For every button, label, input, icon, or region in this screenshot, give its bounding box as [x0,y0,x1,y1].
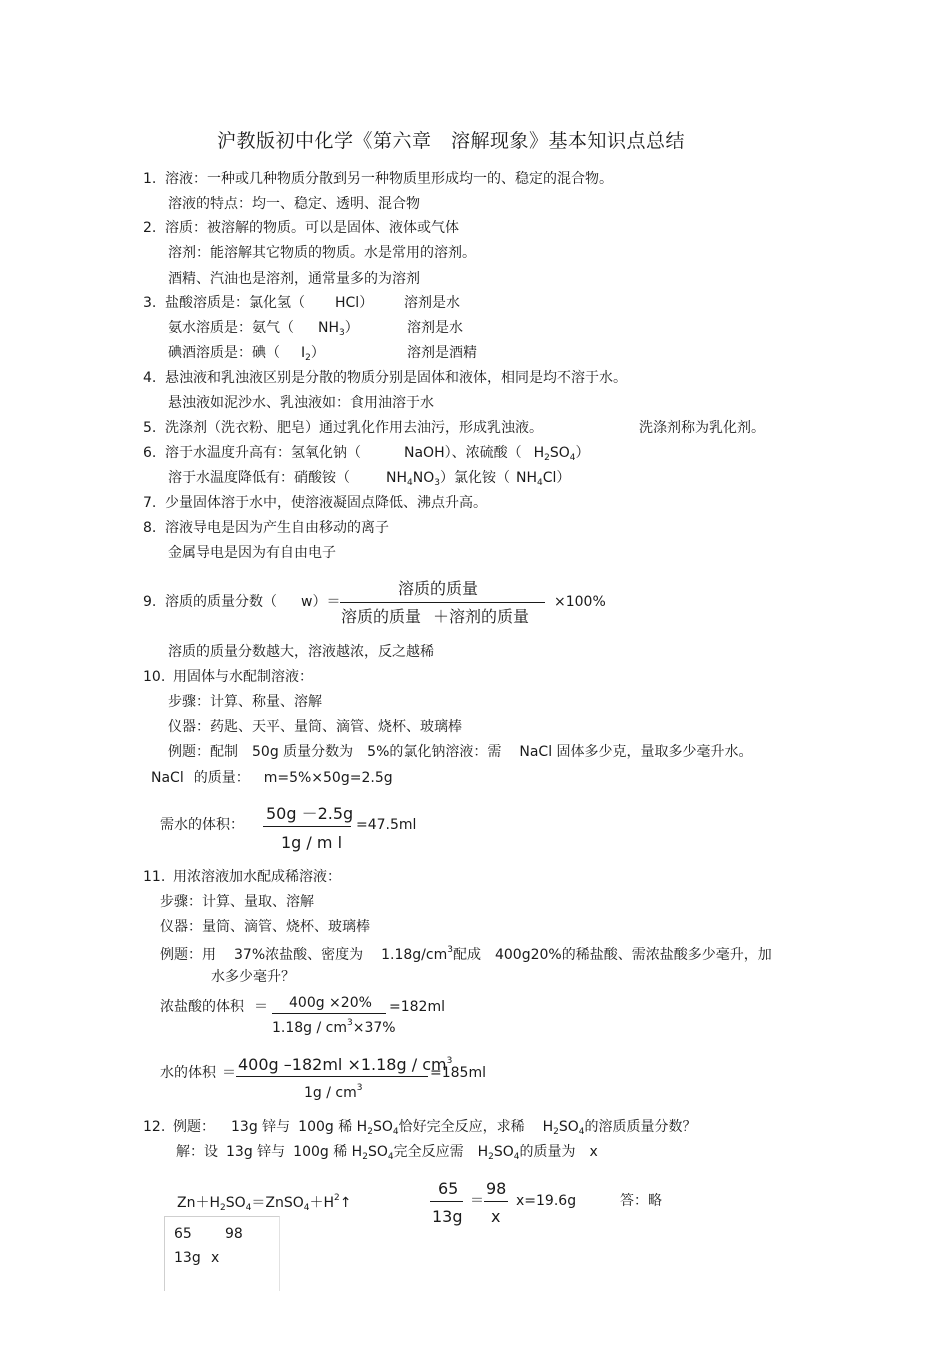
item-2-line-2: 溶剂：能溶解其它物质的物质。水是常用的溶剂。 [168,245,476,261]
nh4no3-nh4cl: $NH_4NO_3$）氯化铵（ $NH_4Cl$） [386,470,571,488]
reaction-equation: $Zn+H_2SO_4=ZnSO_4+H^2↑$ [177,1193,352,1213]
solvent-water: 溶剂是水 [404,295,460,311]
naoh-h2so4: NaOH）、浓硫酸（ $H_2SO_4$） [404,445,590,463]
item-number: 6. [143,445,157,461]
fraction-numerator: 溶质的质量 [398,579,479,598]
item-5 [143,421,543,435]
item-number: 7. [143,495,157,511]
water-volume-2-denominator: $1g / cm^3$ [304,1083,363,1101]
item-number: 1. [143,171,157,187]
item-10-example: 例题：配制 50g 质量分数为 5%的氯化钠溶液：需 NaCl 固体多少克，量取多少毫升水。 [168,744,753,760]
item-3-line-2: 氨水溶质是：氨气（ [168,320,294,336]
water-volume-2-result: =185ml [430,1065,486,1081]
nh3-formula: $NH_3$） [318,320,359,338]
x-result: x=19.6g [516,1193,577,1209]
water-volume-2-label: 水的体积 ＝ [160,1065,236,1081]
item-number: 3. [143,295,157,311]
i2-formula: $I_2$） [301,345,325,363]
item-text: 溶于水温度升高有：氢氧化钠（ [165,445,361,461]
item-text: 用固体与水配制溶液： [173,669,313,685]
water-volume-2-numerator: 400g $-182ml \times 1.18g / cm^3$ [238,1055,453,1074]
item-number: 12. [143,1119,166,1135]
item-3 [143,296,305,310]
item-number: 11. [143,869,166,885]
item-4 [143,371,627,385]
fraction-bar [430,1201,463,1202]
solvent-water-2: 溶剂是水 [407,320,463,336]
ratio-denominator-1: 13g [432,1207,463,1226]
fraction-bar [340,602,545,603]
item-9 [143,595,277,609]
item-7 [143,496,487,510]
item-text: 少量固体溶于水中，使溶液凝固点降低、沸点升高。 [165,495,487,511]
ratio-numerator-1: 65 [438,1179,459,1198]
item-11-example-cont: 水多少毫升？ [211,969,295,985]
item-1 [143,172,613,186]
item-2-line-3: 酒精、汽油也是溶剂，通常量多的为溶剂 [168,271,420,287]
item-5-right: 洗涤剂称为乳化剂。 [639,420,765,436]
item-text: 洗涤剂（洗衣粉、肥皂）通过乳化作用去油污，形成乳浊液。 [165,420,543,436]
item-9-note: 溶质的质量分数越大，溶液越浓，反之越稀 [168,644,434,660]
item-10-steps: 步骤：计算、称量、溶解 [168,694,322,710]
item-number: 5. [143,420,157,436]
item-12: 12. 例题： 13g 锌与 100g 稀 $H_2SO_4$恰好完全反应，求稀 $H_2SO_4$的溶质质量分数？ [143,1119,697,1137]
water-volume-denominator: 1g / m l [281,833,343,852]
item-3-line-3: 碘酒溶质是：碘（ [168,345,280,361]
item-11-instruments: 仪器：量筒、滴管、烧杯、玻璃棒 [160,919,370,935]
fraction-bar [263,826,351,827]
conc-hcl-result: =182ml [389,999,445,1015]
ratio-denominator-2: x [491,1207,501,1226]
item-1-line-2: 溶液的特点：均一、稳定、透明、混合物 [168,196,420,212]
fraction-bar [236,1076,428,1077]
water-volume-numerator: 50g －2.5g [266,804,354,823]
item-text: 用浓溶液加水配成稀溶液： [173,869,341,885]
item-text: 悬浊液和乳浊液区别是分散的物质分别是固体和液体，相同是均不溶于水。 [165,370,627,386]
fraction-denominator: 溶质的质量 ＋溶剂的质量 [341,607,530,626]
item-text: 溶质的质量分数（ [165,594,277,610]
item-number: 10. [143,669,166,685]
water-volume-result: =47.5ml [356,817,417,833]
item-8 [143,521,389,535]
item-10-instruments: 仪器：药匙、天平、量筒、滴管、烧杯、玻璃棒 [168,719,462,735]
item-text: 溶液导电是因为产生自由移动的离子 [165,520,389,536]
solvent-alcohol: 溶剂是酒精 [407,345,477,361]
fraction-bar [484,1201,508,1202]
conc-hcl-volume-label: 浓盐酸的体积 ＝ [160,999,268,1015]
item-number: 8. [143,520,157,536]
item-11-steps: 步骤：计算、量取、溶解 [160,894,314,910]
times-100-percent: ×100% [554,594,606,610]
item-11-example: 例题：用 37%浓盐酸、密度为 $1.18g/cm^3$配成 400g20%的稀盐酸、需浓盐酸多少毫升，加 [160,945,772,963]
item-number: 9. [143,594,157,610]
item-number: 4. [143,370,157,386]
item-4-line-2: 悬浊液如泥沙水、乳浊液如：食用油溶于水 [168,395,434,411]
item-text: 盐酸溶质是：氯化氢（ [165,295,305,311]
item-6 [143,446,361,460]
answer-omitted: 答：略 [620,1193,662,1209]
item-11 [143,870,341,884]
ratio-equals: ＝ [470,1193,484,1209]
w-symbol: w）＝ [301,594,341,610]
page-title: 沪教版初中化学《第六章 溶解现象》基本知识点总结 [217,130,686,152]
ratio-row-1-b: 98 [225,1226,243,1242]
item-2 [143,221,459,235]
item-6-line-2: 溶于水温度降低有：硝酸铵（ [168,470,350,486]
item-number: 2. [143,220,157,236]
hcl-formula: HCl） [335,295,374,311]
fraction-bar [272,1013,386,1014]
item-12-solution: 解：设 13g 锌与 100g 稀 $H_2SO_4$完全反应需 $H_2SO_4$的质量为 x [176,1144,598,1162]
item-text: 溶液：一种或几种物质分散到另一种物质里形成均一的、稳定的混合物。 [165,171,613,187]
conc-hcl-denominator: $1.18g / cm^3\times 37\%$ [272,1018,396,1036]
ratio-numerator-2: 98 [486,1179,507,1198]
conc-hcl-numerator: 400g ×20% [289,995,372,1011]
ratio-row-2-a: 13g [174,1250,201,1266]
ratio-row-2-b: x [211,1250,220,1266]
item-10 [143,670,313,684]
item-8-line-2: 金属导电是因为有自由电子 [168,545,336,561]
water-volume-label: 需水的体积： [160,817,244,833]
item-text: 溶质：被溶解的物质。可以是固体、液体或气体 [165,220,459,236]
ratio-row-1-a: 65 [174,1226,192,1242]
nacl-mass-line: NaCl 的质量： m=5%×50g=2.5g [151,770,393,786]
